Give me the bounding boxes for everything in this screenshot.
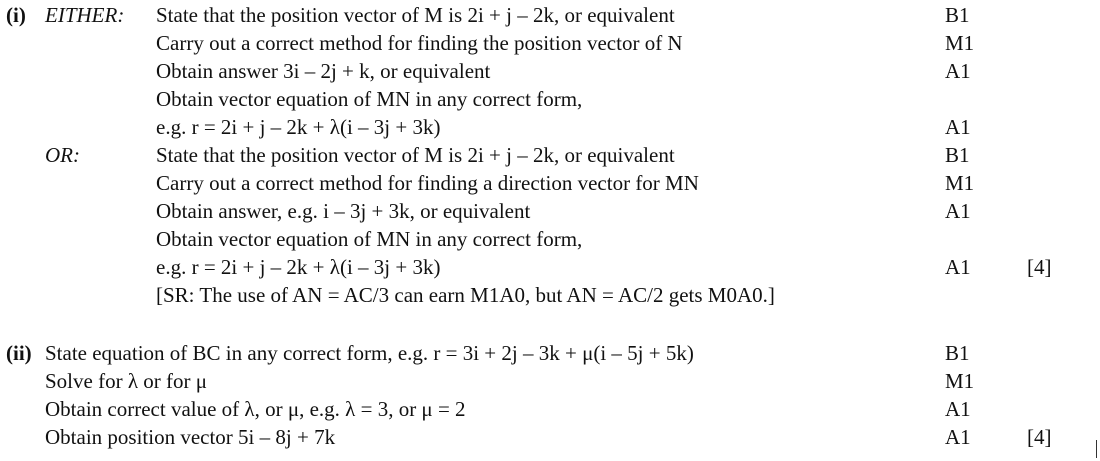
text-cursor (1096, 440, 1097, 458)
or-row-4: Obtain vector equation of MN in any correct form, (156, 227, 583, 251)
either-label: EITHER: (45, 3, 125, 27)
part-ii-row-4: Obtain position vector 5i – 8j + 7k (45, 425, 336, 449)
part-ii-row-3: Obtain correct value of λ, or μ, e.g. λ = 3, or μ = 2 (45, 397, 466, 421)
either-row-5-mark: A1 (945, 115, 971, 139)
part-ii-row-1-mark: B1 (945, 341, 970, 365)
or-row-1-mark: B1 (945, 143, 970, 167)
either-row-2: Carry out a correct method for finding the position vector of N (156, 31, 683, 55)
or-row-2-mark: M1 (945, 171, 975, 195)
either-row-4: Obtain vector equation of MN in any correct form, (156, 87, 583, 111)
part-ii-row-2: Solve for λ or for μ (45, 369, 207, 393)
or-row-1: State that the position vector of M is 2i + j – 2k, or equivalent (156, 143, 675, 167)
either-row-1: State that the position vector of M is 2i + j – 2k, or equivalent (156, 3, 675, 27)
part-ii-row-2-mark: M1 (945, 369, 975, 393)
part-ii-row-3-mark: A1 (945, 397, 971, 421)
part-ii-row-1: State equation of BC in any correct form, e.g. r = 3i + 2j – 3k + μ(i – 5j + 5k) (45, 341, 694, 365)
or-label: OR: (45, 143, 80, 167)
either-row-3-mark: A1 (945, 59, 971, 83)
either-row-2-mark: M1 (945, 31, 975, 55)
or-row-5: e.g. r = 2i + j – 2k + λ(i – 3j + 3k) (156, 255, 441, 279)
part-ii-label: (ii) (6, 341, 32, 365)
or-row-3-mark: A1 (945, 199, 971, 223)
part-ii-row-4-mark: A1 (945, 425, 971, 449)
or-row-2: Carry out a correct method for finding a direction vector for MN (156, 171, 699, 195)
either-row-3: Obtain answer 3i – 2j + k, or equivalent (156, 59, 491, 83)
or-row-5-mark: A1 (945, 255, 971, 279)
part-ii-total: [4] (1027, 425, 1052, 449)
or-row-3: Obtain answer, e.g. i – 3j + 3k, or equivalent (156, 199, 531, 223)
either-row-1-mark: B1 (945, 3, 970, 27)
either-row-5: e.g. r = 2i + j – 2k + λ(i – 3j + 3k) (156, 115, 441, 139)
sr-note: [SR: The use of AN = AC/3 can earn M1A0, but AN = AC/2 gets M0A0.] (156, 283, 775, 307)
part-i-label: (i) (6, 3, 26, 27)
part-i-total: [4] (1027, 255, 1052, 279)
